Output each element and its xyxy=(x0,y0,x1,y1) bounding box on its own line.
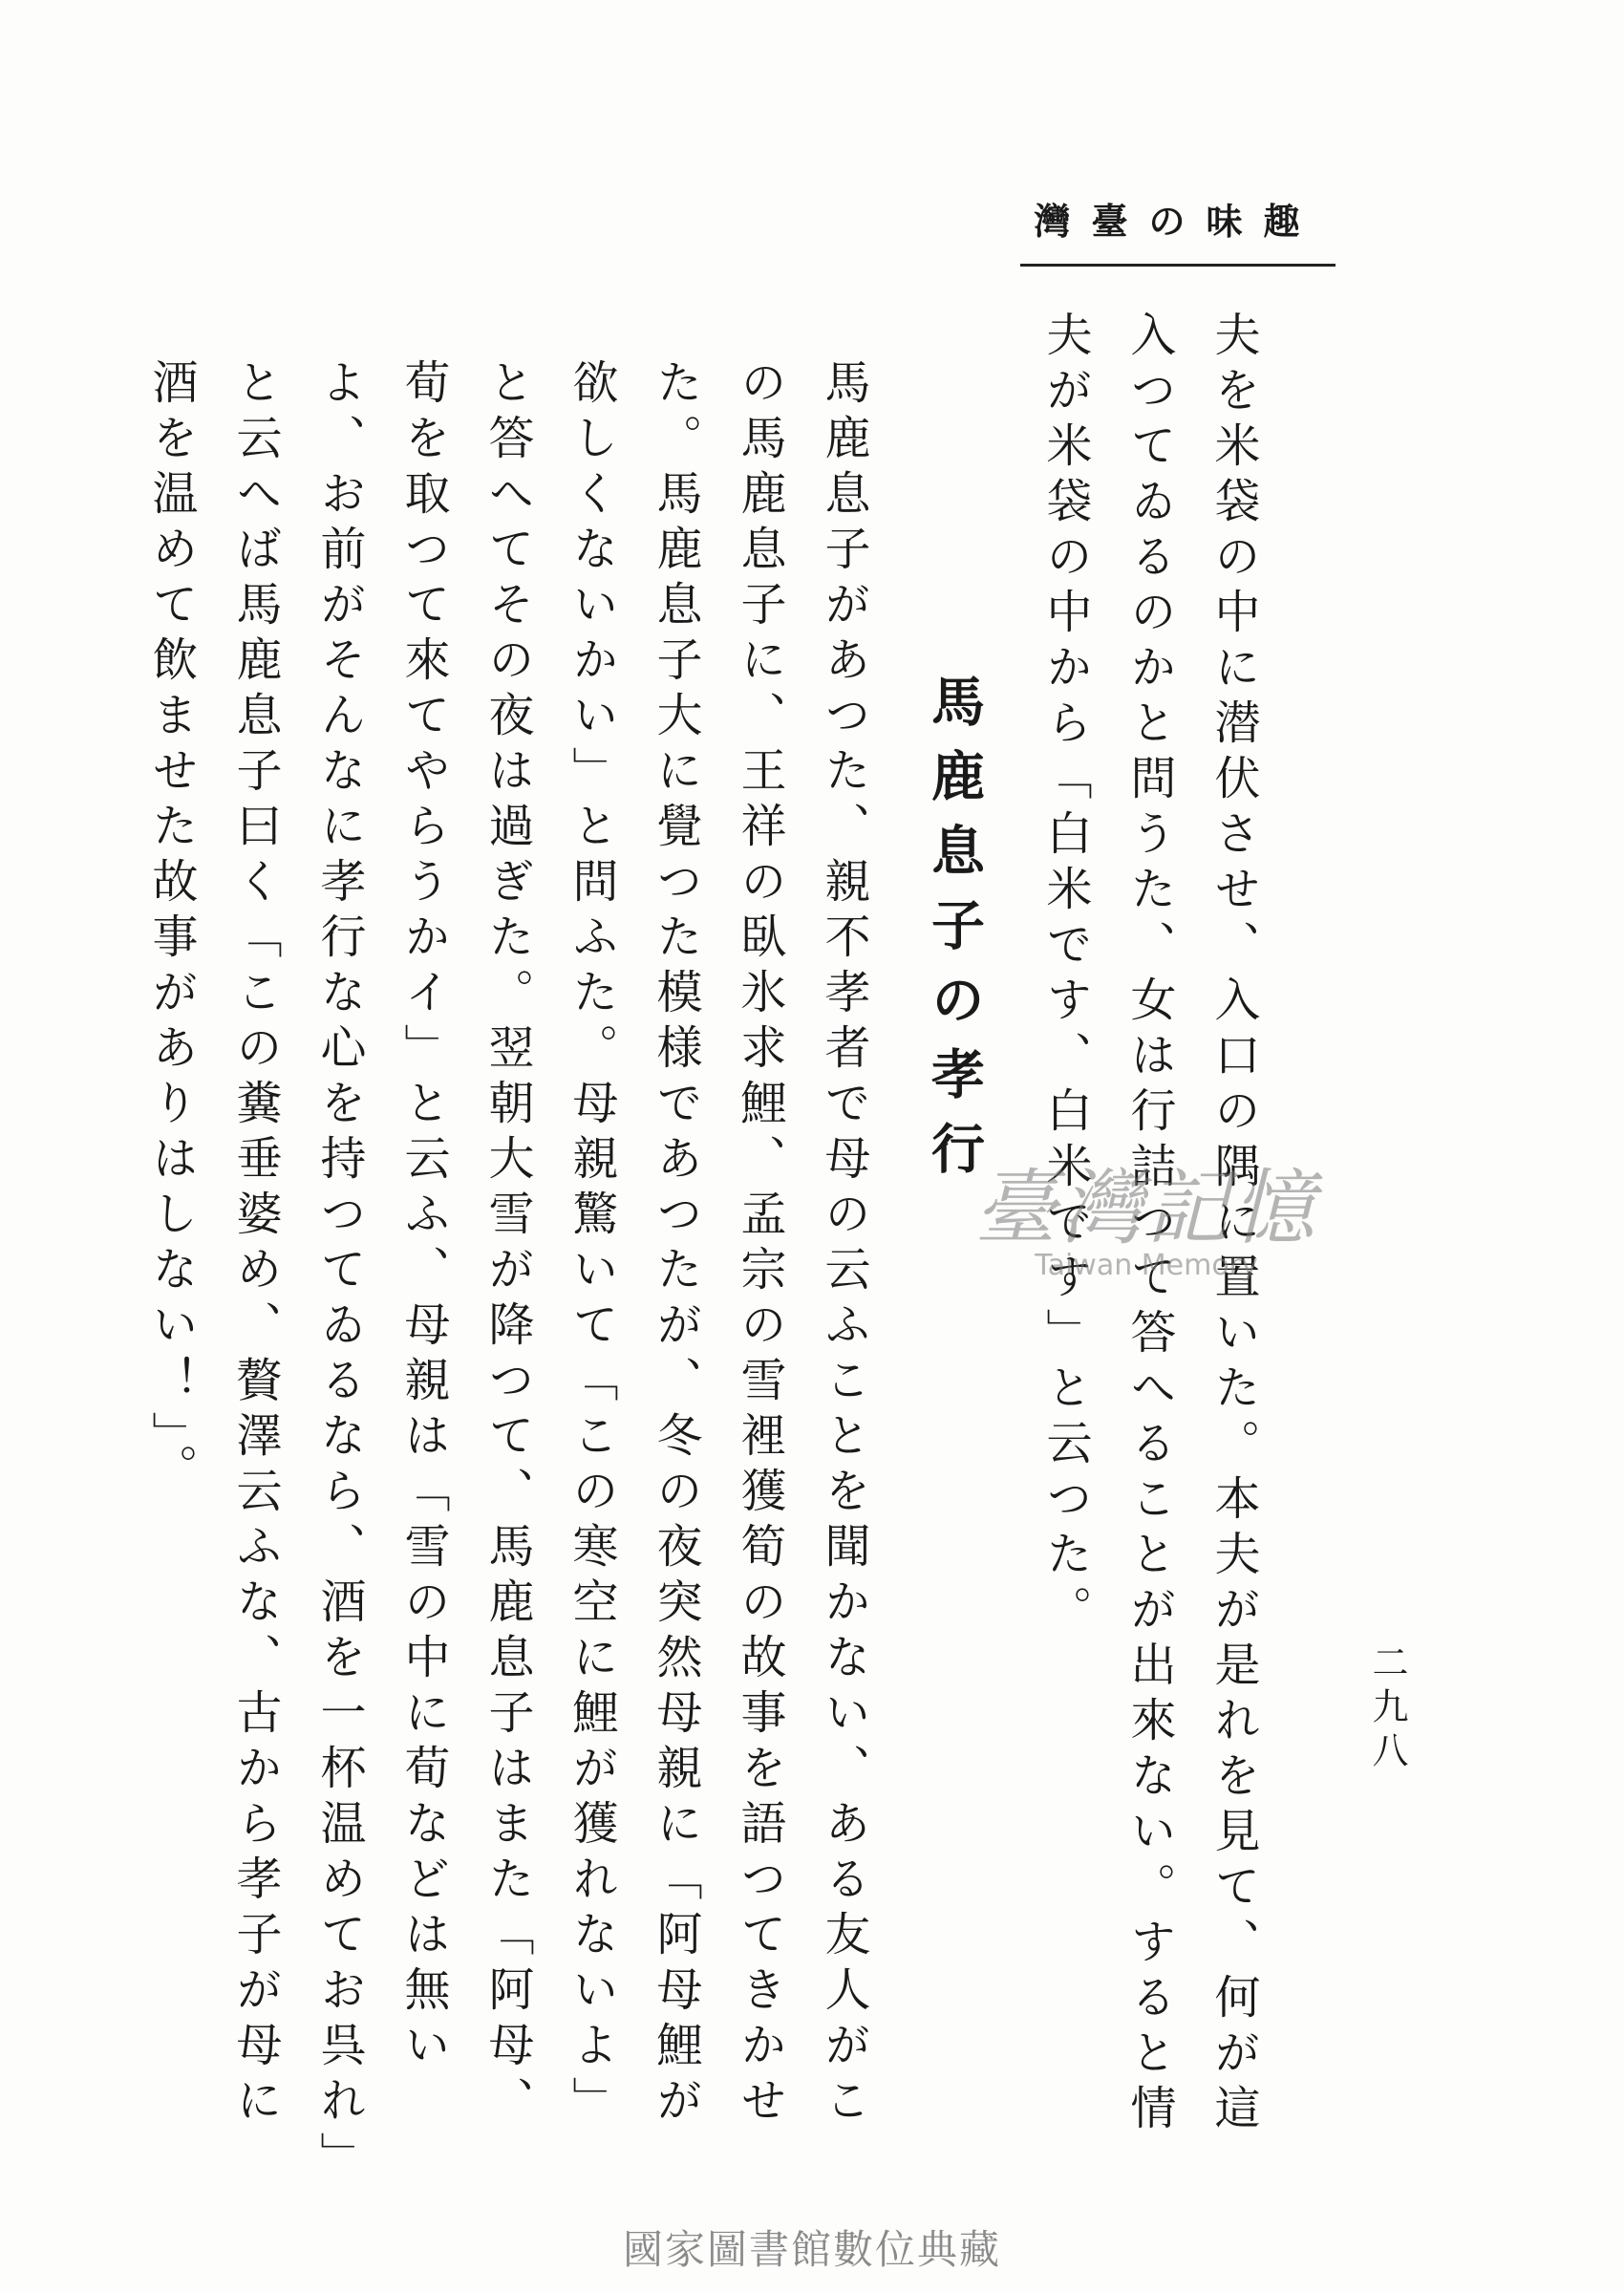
watermark-main-text: 臺灣記憶 xyxy=(974,1161,1318,1256)
watermark-sub-text: Taiwan Memory xyxy=(1035,1249,1258,1282)
running-head: 趣味の臺灣 xyxy=(1034,199,1321,243)
header-rule xyxy=(1020,264,1336,267)
paragraph-foolish-son: 馬鹿息子があつた、親不孝者で母の云ふことを聞かない、ある友人がこの馬鹿息子に、王祥の臥氷求鯉、孟宗の雪裡獲筍の故事を語つてきかせた。馬鹿息子大に覺つた模様であつたが、冬の夜突然母親に「阿母鯉が欲しくないかい」と問ふた。母親驚いて「この寒空に鯉が獲れないよ」と答へてその夜は過ぎた。翌朝大雪が降つて、馬鹿息子はまた「阿母、荀を取つて來てやらうかイ」と云ふ、母親は「雪の中に荀などは無いよ、お前がそんなに孝行な心を持つてゐるなら、酒を一杯温めてお呉れ」と云へば馬鹿息子曰く「この糞垂婆め、贅澤云ふな、古から孝子が母に酒を温めて飲ませた故事がありはしない！」。 xyxy=(144,358,870,2164)
footer-credit: 國家圖書館數位典藏 xyxy=(622,2226,1001,2273)
page-number: 二九八 xyxy=(1366,1643,1408,1775)
watermark-logo xyxy=(965,1142,1328,1282)
paragraph-story-ending: 夫を米袋の中に潜伏させ、入口の隅に置いた。本夫が是れを見て、何が這入つてゐるのかと問うた、女は行詰つて答へることが出來ない。すると情夫が米袋の中から「白米です、白米です」と云つた。 xyxy=(1038,311,1260,2139)
section-title: 馬鹿息子の孝行 xyxy=(923,674,986,1195)
